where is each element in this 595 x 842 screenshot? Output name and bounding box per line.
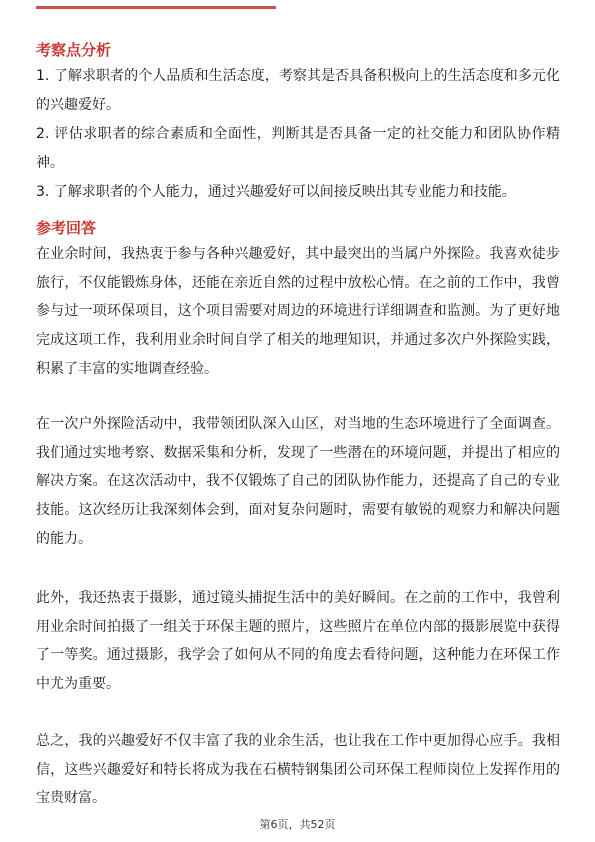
- answer-paragraph-1: 在业余时间，我热衷于参与各种兴趣爱好，其中最突出的当属户外探险。我喜欢徒步旅行，不仅能锻炼身体，还能在亲近自然的过程中放松心情。在之前的工作中，我曾参与过一项环保项目，这个项目需要对周边的环境进行详细调查和监测。为了更好地完成这项工作，我利用业余时间自学了相关的地理知识，并通过多次户外探险实践，积累了丰富的实地调查经验。: [36, 246, 560, 377]
- page-number: 第6页，共52页: [259, 818, 336, 831]
- clipped-previous-heading: [36, 0, 276, 10]
- answer-paragraph-3: 此外，我还热衷于摄影，通过镜头捕捉生活中的美好瞬间。在之前的工作中，我曾利用业余时间拍摄了一组关于环保主题的照片，这些照片在单位内部的摄影展览中获得了一等奖。通过摄影，我学会了如何从不同的角度去看待问题，这种能力在环保工作中尤为重要。: [36, 590, 560, 693]
- answer-paragraph-2: 在一次户外探险活动中，我带领团队深入山区，对当地的生态环境进行了全面调查。我们通过实地考察、数据采集和分析，发现了一些潜在的环境问题，并提出了相应的解决方案。在这次活动中，我不仅锻炼了自己的团队协作能力，还提高了自己的专业技能。这次经历让我深刻体会到，面对复杂问题时，需要有敏锐的观察力和解决问题的能力。: [36, 416, 560, 547]
- analysis-item-2: 2. 评估求职者的综合素质和全面性，判断其是否具备一定的社交能力和团队协作精神。: [36, 126, 560, 171]
- analysis-item-1: 1. 了解求职者的个人品质和生活态度，考察其是否具备积极向上的生活态度和多元化的兴趣爱好。: [36, 68, 560, 113]
- analysis-item-3: 3. 了解求职者的个人能力，通过兴趣爱好可以间接反映出其专业能力和技能。: [36, 184, 516, 200]
- section-title-answer: 参考回答: [36, 219, 97, 237]
- answer-paragraph-4: 总之，我的兴趣爱好不仅丰富了我的业余生活，也让我在工作中更加得心应手。我相信，这些兴趣爱好和特长将成为我在石横特钢集团公司环保工程师岗位上发挥作用的宝贵财富。: [36, 733, 560, 807]
- section-title-analysis: 考察点分析: [36, 41, 112, 59]
